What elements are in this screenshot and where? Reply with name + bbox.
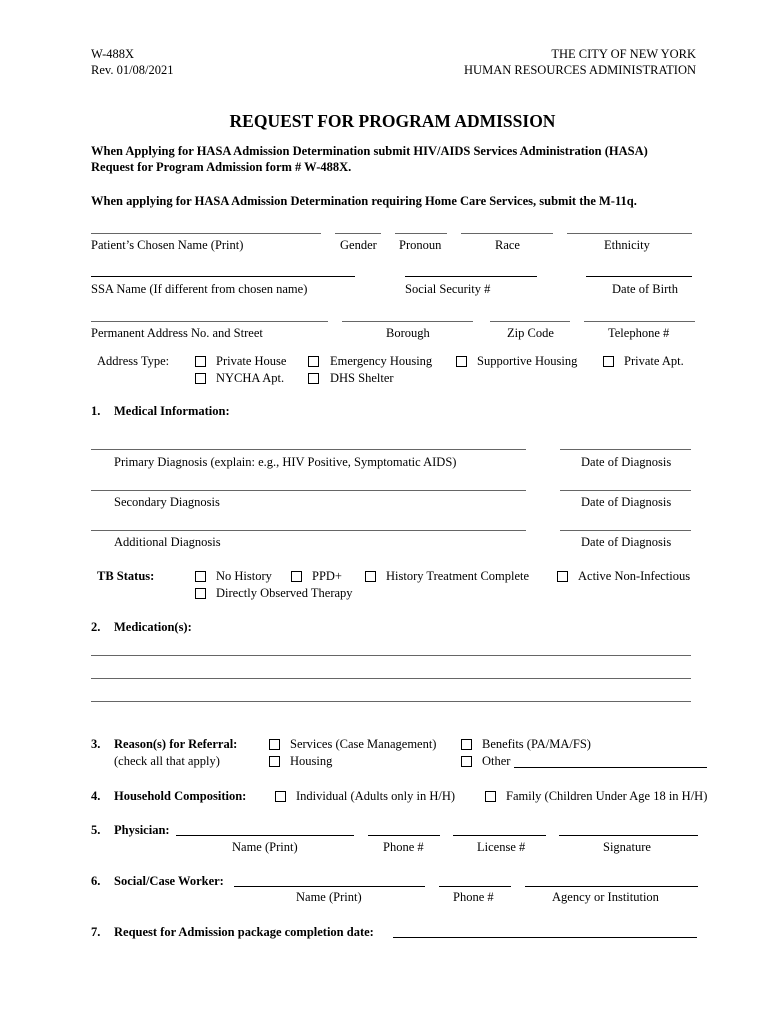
ppd-positive-checkbox[interactable]: [291, 571, 302, 582]
dhs-shelter-label: DHS Shelter: [330, 371, 394, 385]
section-3-number: 3.: [91, 737, 101, 751]
caseworker-heading: Social/Case Worker:: [114, 874, 224, 888]
supportive-housing-label: Supportive Housing: [477, 354, 578, 368]
section-1-number: 1.: [91, 404, 101, 418]
borough-line[interactable]: [342, 321, 473, 322]
org-line-2: HUMAN RESOURCES ADMINISTRATION: [464, 63, 696, 77]
telephone-label: Telephone #: [608, 326, 670, 340]
active-non-infectious-label: Active Non-Infectious: [578, 569, 691, 583]
benefits-label: Benefits (PA/MA/FS): [482, 737, 591, 751]
telephone-line[interactable]: [584, 321, 695, 322]
additional-date-line[interactable]: [560, 530, 691, 531]
borough-label: Borough: [386, 326, 430, 340]
caseworker-name-line[interactable]: [234, 886, 425, 887]
pronoun-line[interactable]: [395, 233, 447, 234]
caseworker-phone-label: Phone #: [453, 890, 494, 904]
section-6-number: 6.: [91, 874, 101, 888]
history-treatment-complete-checkbox[interactable]: [365, 571, 376, 582]
physician-name-line[interactable]: [176, 835, 354, 836]
gender-line[interactable]: [335, 233, 381, 234]
individual-checkbox[interactable]: [275, 791, 286, 802]
tb-status-label: TB Status:: [97, 569, 155, 583]
ssa-name-line[interactable]: [91, 276, 355, 277]
medications-heading: Medication(s):: [114, 620, 192, 634]
services-case-management-checkbox[interactable]: [269, 739, 280, 750]
additional-date-label: Date of Diagnosis: [581, 535, 672, 549]
zip-label: Zip Code: [507, 326, 554, 340]
gender-label: Gender: [340, 238, 377, 252]
referral-heading: Reason(s) for Referral:: [114, 737, 238, 751]
other-checkbox[interactable]: [461, 756, 472, 767]
completion-date-line[interactable]: [393, 937, 697, 938]
emergency-housing-checkbox[interactable]: [308, 356, 319, 367]
physician-heading: Physician:: [114, 823, 170, 837]
dhs-shelter-checkbox[interactable]: [308, 373, 319, 384]
physician-signature-label: Signature: [603, 840, 651, 854]
medical-heading: Medical Information:: [114, 404, 230, 418]
individual-label: Individual (Adults only in H/H): [296, 789, 456, 803]
caseworker-name-label: Name (Print): [296, 890, 362, 904]
household-heading: Household Composition:: [114, 789, 247, 803]
primary-date-label: Date of Diagnosis: [581, 455, 672, 469]
race-line[interactable]: [461, 233, 553, 234]
physician-signature-line[interactable]: [559, 835, 698, 836]
medication-line-2[interactable]: [91, 678, 691, 679]
pronoun-label: Pronoun: [399, 238, 442, 252]
secondary-date-label: Date of Diagnosis: [581, 495, 672, 509]
private-apt-label: Private Apt.: [624, 354, 684, 368]
intro-line-1: When Applying for HASA Admission Determination submit HIV/AIDS Services Administration (HASA): [91, 144, 648, 158]
page-title: REQUEST FOR PROGRAM ADMISSION: [229, 111, 556, 131]
secondary-date-line[interactable]: [560, 490, 691, 491]
secondary-diagnosis-label: Secondary Diagnosis: [114, 495, 220, 509]
address-label: Permanent Address No. and Street: [91, 326, 263, 340]
dob-label: Date of Birth: [612, 282, 678, 296]
no-history-checkbox[interactable]: [195, 571, 206, 582]
physician-license-line[interactable]: [453, 835, 546, 836]
additional-diagnosis-label: Additional Diagnosis: [114, 535, 221, 549]
private-apt-checkbox[interactable]: [603, 356, 614, 367]
referral-subheading: (check all that apply): [114, 754, 220, 768]
chosen-name-line[interactable]: [91, 233, 321, 234]
ethnicity-label: Ethnicity: [604, 238, 650, 252]
physician-phone-line[interactable]: [368, 835, 440, 836]
ethnicity-line[interactable]: [567, 233, 692, 234]
emergency-housing-label: Emergency Housing: [330, 354, 433, 368]
active-non-infectious-checkbox[interactable]: [557, 571, 568, 582]
section-7-number: 7.: [91, 925, 101, 939]
caseworker-agency-label: Agency or Institution: [552, 890, 659, 904]
ppd-positive-label: PPD+: [312, 569, 342, 583]
org-line-1: THE CITY OF NEW YORK: [551, 47, 696, 61]
nycha-apt-label: NYCHA Apt.: [216, 371, 285, 385]
history-treatment-complete-label: History Treatment Complete: [386, 569, 530, 583]
physician-phone-label: Phone #: [383, 840, 424, 854]
chosen-name-label: Patient’s Chosen Name (Print): [91, 238, 244, 252]
benefits-checkbox[interactable]: [461, 739, 472, 750]
no-history-label: No History: [216, 569, 272, 583]
dob-line[interactable]: [586, 276, 692, 277]
address-type-label: Address Type:: [97, 354, 170, 368]
primary-diagnosis-label: Primary Diagnosis (explain: e.g., HIV Positive, Symptomatic AIDS): [114, 455, 457, 469]
private-house-checkbox[interactable]: [195, 356, 206, 367]
medication-line-3[interactable]: [91, 701, 691, 702]
ssn-line[interactable]: [405, 276, 537, 277]
secondary-diagnosis-line[interactable]: [91, 490, 526, 491]
other-specify-line[interactable]: [514, 767, 707, 768]
nycha-apt-checkbox[interactable]: [195, 373, 206, 384]
directly-observed-therapy-checkbox[interactable]: [195, 588, 206, 599]
zip-line[interactable]: [490, 321, 570, 322]
physician-license-label: License #: [477, 840, 526, 854]
supportive-housing-checkbox[interactable]: [456, 356, 467, 367]
family-checkbox[interactable]: [485, 791, 496, 802]
housing-checkbox[interactable]: [269, 756, 280, 767]
primary-diagnosis-line[interactable]: [91, 449, 526, 450]
directly-observed-therapy-label: Directly Observed Therapy: [216, 586, 353, 600]
family-label: Family (Children Under Age 18 in H/H): [506, 789, 708, 803]
section-4-number: 4.: [91, 789, 101, 803]
additional-diagnosis-line[interactable]: [91, 530, 526, 531]
physician-name-label: Name (Print): [232, 840, 298, 854]
services-case-management-label: Services (Case Management): [290, 737, 437, 751]
race-label: Race: [495, 238, 520, 252]
revision-date: Rev. 01/08/2021: [91, 63, 174, 77]
completion-date-heading: Request for Admission package completion date:: [114, 925, 374, 939]
ssn-label: Social Security #: [405, 282, 491, 296]
private-house-label: Private House: [216, 354, 287, 368]
ssa-name-label: SSA Name (If different from chosen name): [91, 282, 308, 296]
medication-line-1[interactable]: [91, 655, 691, 656]
caseworker-agency-line[interactable]: [525, 886, 698, 887]
other-label: Other: [482, 754, 511, 768]
primary-date-line[interactable]: [560, 449, 691, 450]
intro-line-3: When applying for HASA Admission Determination requiring Home Care Services, submit the M-11q.: [91, 194, 637, 208]
caseworker-phone-line[interactable]: [439, 886, 511, 887]
form-id: W-488X: [91, 47, 135, 61]
housing-label: Housing: [290, 754, 333, 768]
address-line[interactable]: [91, 321, 328, 322]
intro-line-2: Request for Program Admission form # W-488X.: [91, 160, 352, 174]
section-2-number: 2.: [91, 620, 101, 634]
section-5-number: 5.: [91, 823, 101, 837]
